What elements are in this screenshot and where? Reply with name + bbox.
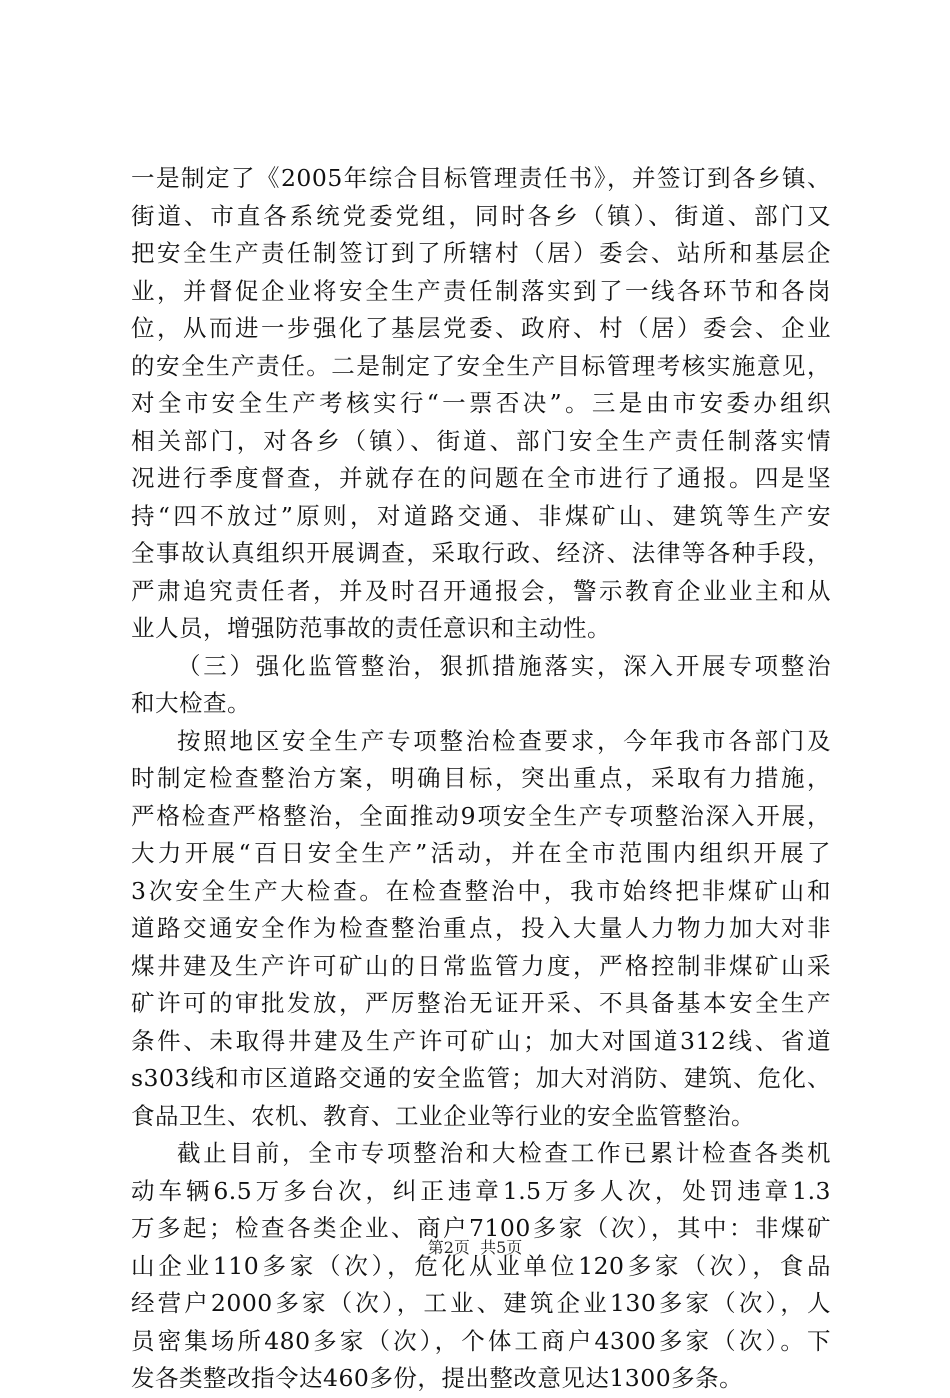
text-line: 食品卫生、农机、教育、工业企业等行业的安全监管整治。 bbox=[131, 1101, 755, 1130]
text-line: 万多起；检查各类企业、商户7100多家（次），其中：非煤矿 bbox=[131, 1214, 831, 1242]
text-line: 经营户2000多家（次），工业、建筑企业130多家（次），人 bbox=[131, 1289, 831, 1317]
text-line: 的安全生产责任。二是制定了安全生产目标管理考核实施意见， bbox=[131, 351, 831, 380]
text-line: 动车辆6.5万多台次，纠正违章1.5万多人次，处罚违章1.3 bbox=[131, 1176, 831, 1205]
body-text bbox=[131, 160, 831, 1398]
text-line: 条件、未取得井建及生产许可矿山；加大对国道312线、省道 bbox=[131, 1026, 831, 1055]
text-line: 业，并督促企业将安全生产责任制落实到了一线各环节和各岗 bbox=[131, 276, 831, 305]
text-line: 严格检查严格整治，全面推动9项安全生产专项整治深入开展， bbox=[131, 801, 831, 830]
text-line: 发各类整改指令达460多份，提出整改意见达1300多条。 bbox=[131, 1364, 744, 1392]
text-line: 一是制定了《2005年综合目标管理责任书》，并签订到各乡镇、 bbox=[131, 164, 831, 192]
text-line: 道路交通安全作为检查整治重点，投入大量人力物力加大对非 bbox=[131, 914, 831, 942]
text-line: 把安全生产责任制签订到了所辖村（居）委会、站所和基层企 bbox=[131, 239, 831, 267]
text-line: 位，从而进一步强化了基层党委、政府、村（居）委会、企业 bbox=[131, 314, 831, 342]
text-line: 大力开展“百日安全生产”活动，并在全市范围内组织开展了 bbox=[131, 839, 831, 867]
text-line: 街道、市直各系统党委党组，同时各乡（镇）、街道、部门又 bbox=[131, 201, 831, 230]
text-line: 业人员，增强防范事故的责任意识和主动性。 bbox=[131, 614, 611, 642]
text-line: s303线和市区道路交通的安全监管；加大对消防、建筑、危化、 bbox=[131, 1064, 831, 1092]
text-line: 截止目前，全市专项整治和大检查工作已累计检查各类机 bbox=[177, 1139, 831, 1167]
text-line: 矿许可的审批发放，严厉整治无证开采、不具备基本安全生产 bbox=[131, 989, 831, 1017]
text-line: 严肃追究责任者，并及时召开通报会，警示教育企业业主和从 bbox=[131, 576, 831, 605]
text-line: 山企业110多家（次），危化从业单位120多家（次），食品 bbox=[131, 1251, 831, 1280]
text-line: 按照地区安全生产专项整治检查要求，今年我市各部门及 bbox=[177, 726, 831, 755]
text-line: 时制定检查整治方案，明确目标，突出重点，采取有力措施， bbox=[131, 764, 831, 792]
page-number-footer: 第2页 共5页 bbox=[427, 1238, 523, 1257]
section-heading-line: 和大检查。 bbox=[131, 689, 251, 717]
text-line: 3次安全生产大检查。在检查整治中，我市始终把非煤矿山和 bbox=[131, 876, 831, 905]
text-line: 持“四不放过”原则，对道路交通、非煤矿山、建筑等生产安 bbox=[131, 501, 831, 530]
text-line: 况进行季度督查，并就存在的问题在全市进行了通报。四是坚 bbox=[131, 464, 831, 492]
text-line: 相关部门，对各乡（镇）、街道、部门安全生产责任制落实情 bbox=[131, 426, 831, 455]
text-line: 对全市安全生产考核实行“一票否决”。三是由市安委办组织 bbox=[131, 389, 831, 417]
text-line: 员密集场所480多家（次），个体工商户4300多家（次）。下 bbox=[131, 1326, 831, 1355]
text-line: 全事故认真组织开展调查，采取行政、经济、法律等各种手段， bbox=[131, 539, 831, 567]
section-heading-line: （三）强化监管整治，狠抓措施落实，深入开展专项整治 bbox=[177, 651, 831, 680]
text-line: 煤井建及生产许可矿山的日常监管力度，严格控制非煤矿山采 bbox=[131, 951, 831, 980]
